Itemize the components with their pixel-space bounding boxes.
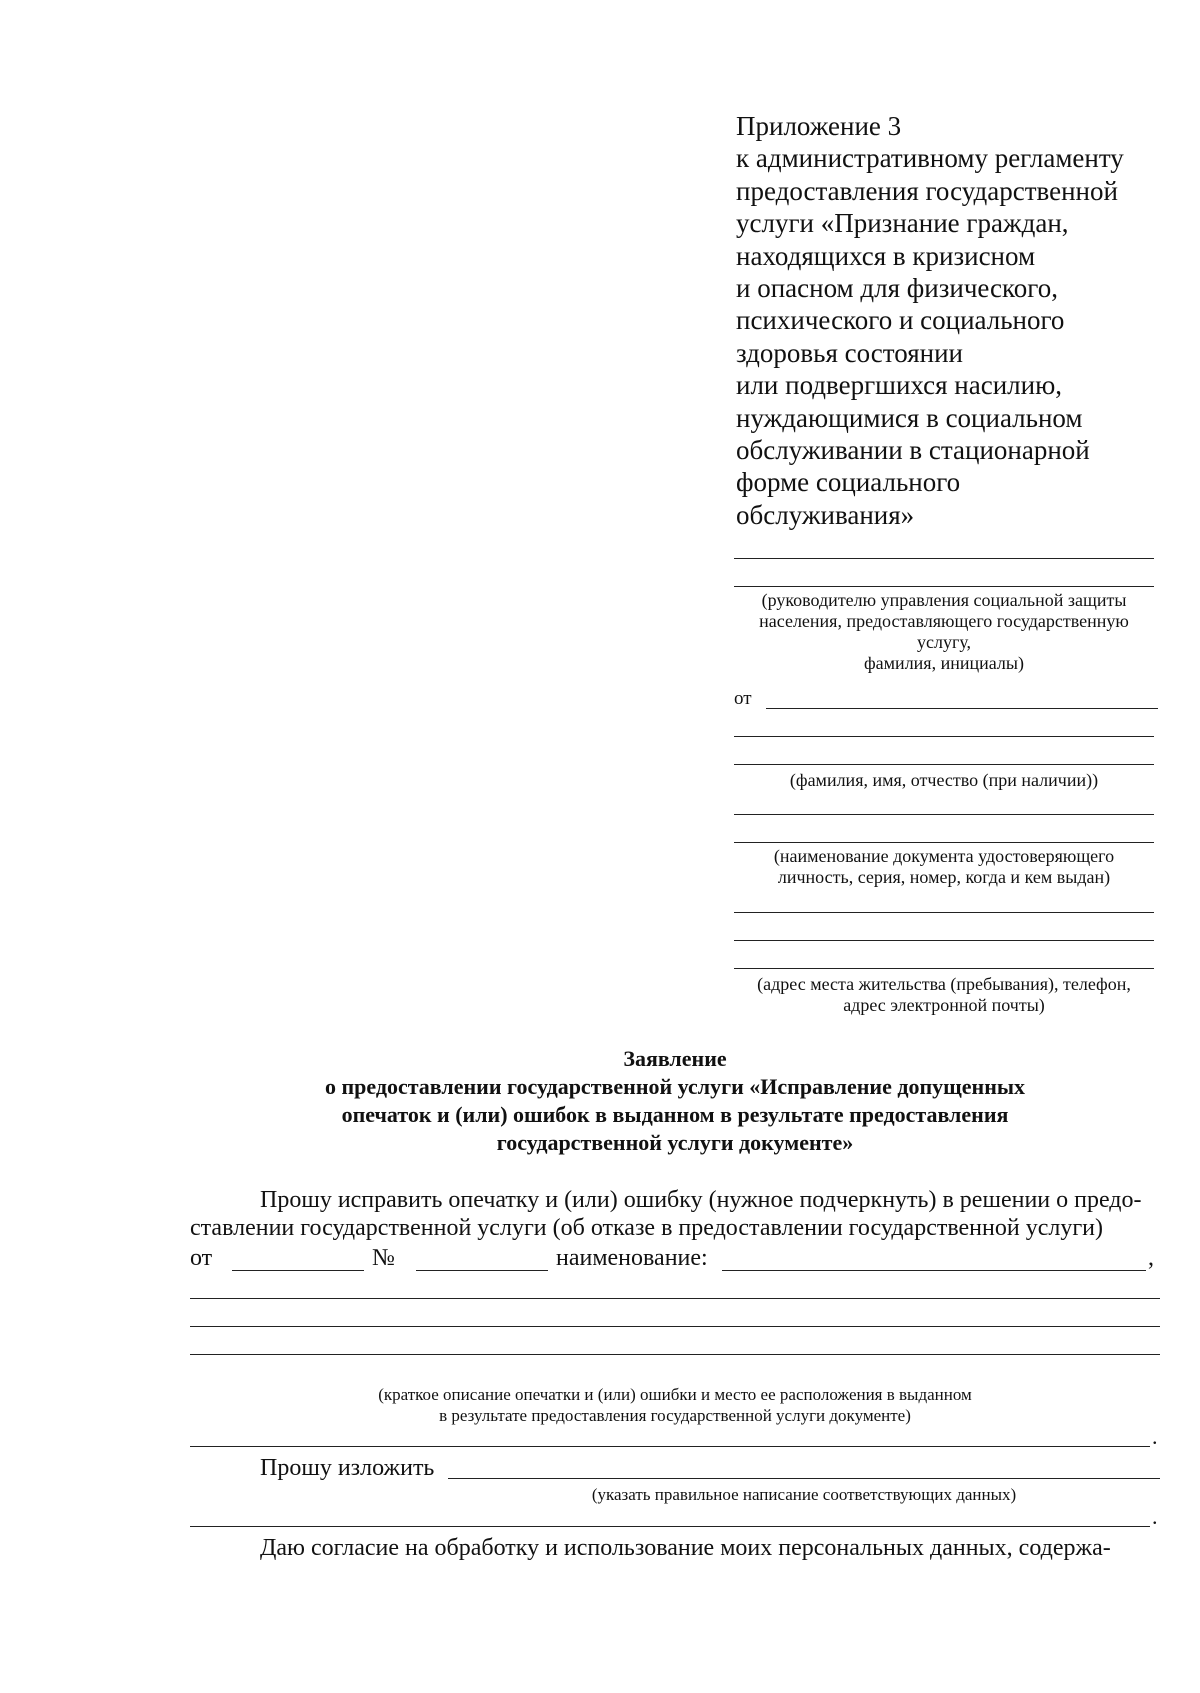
application-title: Заявление о предоставлении государственной услуги «Исправление допущенных опечаток и (или) ошибок в выданном в результате предоставления государственной услуги документе» [324, 1046, 1026, 1155]
appendix-line: психического и социального [736, 305, 1065, 336]
addressee-head-field-1[interactable] [734, 558, 1154, 559]
error-description-field-3[interactable] [190, 1354, 1160, 1355]
appendix-line: нуждающимися в социальном [736, 402, 1083, 433]
appendix-line: Приложение 3 [736, 111, 902, 141]
applicant-name-caption: (фамилия, имя, отчество (при наличии)) [789, 770, 1099, 790]
addressee-head-field-2[interactable] [734, 586, 1154, 587]
request-correction-label: Прошу изложить [260, 1455, 435, 1481]
address-field-3[interactable] [734, 968, 1154, 969]
request-paragraph-line-1: Прошу исправить опечатку и (или) ошибку (нужное подчеркнуть) в решении о предо- [260, 1187, 1142, 1213]
error-description-field-1[interactable] [190, 1298, 1160, 1299]
error-description-caption: (краткое описание опечатки и (или) ошибки и место ее расположения в выданном в результате предоставления государственной услуги документе) [378, 1385, 972, 1425]
appendix-line: здоровья состоянии [736, 337, 963, 368]
address-field-1[interactable] [734, 912, 1154, 913]
appendix-line: услуги «Признание граждан, [736, 208, 1069, 239]
appendix-line: предоставления государственной [736, 175, 1118, 206]
id-document-caption: (наименование документа удостоверяющего личность, серия, номер, когда и кем выдан) [773, 846, 1115, 887]
appendix-line: и опасном для физического, [736, 273, 1058, 304]
appendix-header [736, 110, 1156, 531]
correct-data-field-1[interactable] [448, 1478, 1160, 1479]
address-caption: (адрес места жительства (пребывания), телефон, адрес электронной почты) [757, 974, 1131, 1015]
correct-data-field-2[interactable] [190, 1526, 1150, 1527]
decision-date-label: от [190, 1245, 213, 1271]
decision-name-field[interactable] [722, 1270, 1146, 1271]
applicant-name-field-1[interactable] [766, 708, 1158, 709]
appendix-line: находящихся в кризисном [736, 240, 1036, 271]
error-description-field-4[interactable] [190, 1446, 1150, 1447]
decision-name-label: наименование: [556, 1245, 708, 1271]
id-document-field-1[interactable] [734, 814, 1154, 815]
appendix-line: или подвергшихся насилию, [736, 370, 1063, 401]
appendix-line: обслуживании в стационарной [736, 435, 1090, 466]
correct-data-caption: (указать правильное написание соответствующих данных) [591, 1485, 1017, 1504]
request-paragraph-line-2: ставлении государственной услуги (об отказе в предоставлении государственной услуги) [190, 1215, 1104, 1241]
error-description-field-2[interactable] [190, 1326, 1160, 1327]
id-document-field-2[interactable] [734, 842, 1154, 843]
period: . [1152, 1504, 1158, 1529]
comma: , [1148, 1245, 1154, 1271]
decision-number-field[interactable] [416, 1270, 548, 1271]
appendix-line: форме социального [736, 467, 961, 498]
applicant-name-field-3[interactable] [734, 764, 1154, 765]
appendix-line: к административному регламенту [736, 143, 1124, 174]
from-label: от [734, 688, 752, 709]
consent-paragraph-line-1: Даю согласие на обработку и использование моих персональных данных, содержа- [260, 1535, 1111, 1561]
address-field-2[interactable] [734, 940, 1154, 941]
appendix-line: обслуживания» [736, 499, 915, 530]
decision-number-label: № [372, 1245, 395, 1271]
addressee-head-caption: (руководителю управления социальной защиты населения, предоставляющего государственную услугу, фамилия, инициалы) [759, 590, 1129, 673]
period: . [1152, 1424, 1158, 1449]
decision-date-field[interactable] [232, 1270, 364, 1271]
applicant-name-field-2[interactable] [734, 736, 1154, 737]
